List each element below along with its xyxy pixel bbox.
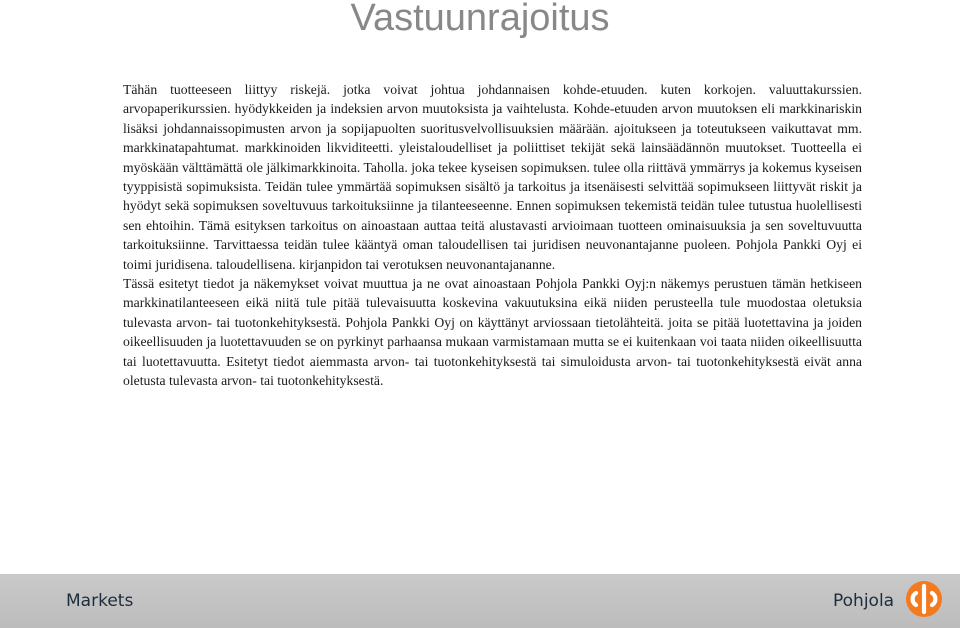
page-title: Vastuunrajoitus [350, 0, 610, 39]
disclaimer-paragraph-2: Tässä esitetyt tiedot ja näkemykset voivat muuttua ja ne ovat ainoastaan Pohjola Pankki Oyj:n näkemys perustuen tämän hetkiseen markkinatilanteeseen eikä niitä tule pitää tulevaisuutta koskevina vakuutuksina eikä niiden perusteella tule muodostaa oletuksia tulevasta arvon- tai tuotonkehityksestä. Pohjola Pankki Oyj on käyttänyt arviossaan tietolähteitä. joita se pitää luotettavina ja joiden oikeellisuuden ja luotettavuuden se on pyrkinyt parhaansa mukaan varmistamaan mutta se ei kuitenkaan voi taata niiden oikeellisuutta tai luotettavuutta. Esitetyt tiedot aiemmasta arvon- tai tuotonkehityksestä tai simuloidusta arvon- tai tuotonkehityksestä eivät anna oletusta tulevasta arvon- tai tuotonkehityksestä. [123, 276, 862, 389]
footer-markets-label: Markets [66, 591, 134, 611]
op-logo-icon [905, 580, 943, 618]
footer-brand-name: Pohjola [833, 591, 895, 611]
footer-bar [0, 574, 960, 628]
disclaimer-body [123, 80, 862, 391]
disclaimer-paragraph-1: Tähän tuotteeseen liittyy riskejä. jotka voivat johtua johdannaisen kohde-etuuden. kuten korkojen. valuuttakurssien. arvopaperikurssien. hyödykkeiden ja indeksien arvon muutoksista ja vaihtelusta. Kohde-etuuden arvon muutoksen eli markkinariskin lisäksi johdannaissopimusten arvon ja sopijapuolten suoritusvelvollisuuksien määrään. ajoitukseen ja toteutukseen vaikuttavat mm. markkinatapahtumat. markkinoiden likviditeetti. yleistaloudelliset ja poliittiset tekijät sekä lainsäädännön muutokset. Tuotteella ei myöskään välttämättä ole jälkimarkkinoita. Taholla. joka tekee kyseisen sopimuksen. tulee olla riittävä ymmärrys ja kokemus kyseisen tyyppisistä sopimuksista. Teidän tulee ymmärtää sopimuksen sisältö ja tarkoitus ja itsenäisesti selvittää sopimukseen liittyvät riskit ja hyödyt sekä sopimuksen soveltuvuus tarkoituksiinne ja tilanteeseenne. Ennen sopimuksen tekemistä teidän tulee tutustua huolellisesti sen ehtoihin. Tämä esityksen tarkoitus on ainoastaan auttaa teitä alustavasti arvioimaan tuotteen ominaisuuksia ja sen soveltuvuutta tarkoituksiinne. Tarvittaessa teidän tulee kääntyä oman taloudellisen tai juridisen neuvonantajanne puoleen. Pohjola Pankki Oyj ei toimi juridisena. taloudellisena. kirjanpidon tai verotuksen neuvonantajananne. [123, 82, 862, 272]
